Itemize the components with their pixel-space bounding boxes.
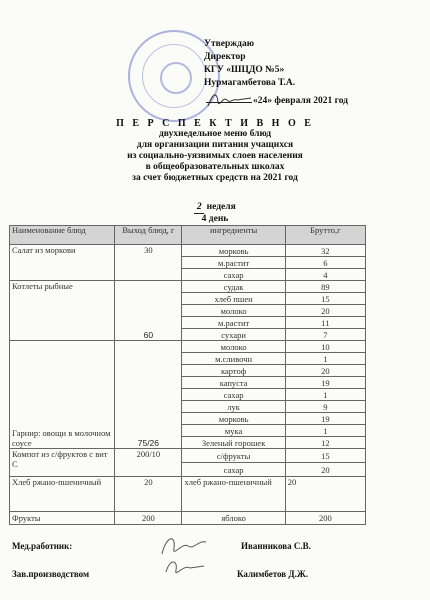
ingredient-name: молоко (182, 305, 285, 317)
table-row (10, 512, 366, 525)
ingredient-gross: 32 (285, 245, 365, 257)
table-row (10, 477, 366, 512)
subtitle-line: за счет бюджетных средств на 2021 год (132, 173, 298, 183)
approval-block (204, 38, 295, 90)
ingredient-name: морковь (182, 413, 285, 425)
dish-portion: 200 (115, 512, 182, 525)
dish-name: Фрукты (10, 512, 115, 525)
dish-portion: 200/10 (115, 449, 182, 477)
ingredient-gross: 15 (285, 449, 365, 463)
week-label: неделя (204, 202, 236, 212)
ingredient-name: Зеленый горошек (182, 437, 285, 449)
dish-name: Салат из моркови (10, 245, 115, 281)
approval-line: КГУ «ШЦДО №5» (204, 65, 285, 75)
ingredient-gross: 6 (285, 257, 365, 269)
ingredient-name: хлеб пшен (182, 293, 285, 305)
approval-line: Директор (204, 52, 246, 62)
ingredient-name: хлеб ржано-пшеничный (182, 477, 285, 512)
ingredient-name: молоко (182, 341, 285, 353)
ingredient-name: м.растит (182, 257, 285, 269)
ingredient-gross: 20 (285, 477, 365, 512)
dish-name: Гарнир: овощи в молочном соусе (10, 341, 115, 449)
ingredient-name: морковь (182, 245, 285, 257)
ingredient-name: с/фрукты (182, 449, 285, 463)
signature-blank (206, 102, 252, 103)
week-day-block (0, 202, 430, 225)
med-worker-name: Иванникова С.В. (241, 541, 311, 551)
column-header-gross: Брутто,г (285, 226, 365, 245)
ingredient-gross: 20 (285, 305, 365, 317)
ingredient-gross: 1 (285, 389, 365, 401)
ingredient-gross: 20 (285, 463, 365, 477)
table-header-row (10, 226, 366, 245)
ingredient-name: сахар (182, 389, 285, 401)
column-header-portion: Выход блюд, г (115, 226, 182, 245)
production-head-name: Калимбетов Д.Ж. (237, 569, 309, 579)
ingredient-name: судак (182, 281, 285, 293)
ingredient-gross: 200 (285, 512, 365, 525)
ingredient-name: яблоко (182, 512, 285, 525)
dish-portion: 60 (115, 281, 182, 341)
ingredient-gross: 11 (285, 317, 365, 329)
dish-name: Хлеб ржано-пшеничный (10, 477, 115, 512)
subtitle-line: в общеобразовательных школах (145, 162, 285, 172)
table-row (10, 245, 366, 257)
document-title: П Е Р С П Е К Т И В Н О Е (116, 118, 314, 129)
ingredient-name: сухари (182, 329, 285, 341)
column-header-dish: Наименование блюд (10, 226, 115, 245)
table-row (10, 341, 366, 353)
med-worker-label: Мед.работник: (12, 541, 73, 551)
approval-line: Утверждаю (204, 39, 254, 49)
production-head-label: Зав.производством (12, 569, 90, 579)
handwritten-signatures (152, 528, 212, 582)
state-emblem-icon (160, 62, 192, 94)
column-header-ingredients: ингредиенты (182, 226, 285, 245)
ingredient-name: м.сливочн (182, 353, 285, 365)
ingredient-gross: 20 (285, 365, 365, 377)
ingredient-gross: 4 (285, 269, 365, 281)
subtitle-line: двухнедельное меню блюд (158, 129, 272, 139)
table-row (10, 281, 366, 293)
ingredient-gross: 15 (285, 293, 365, 305)
ingredient-gross: 10 (285, 341, 365, 353)
ingredient-name: картоф (182, 365, 285, 377)
ingredient-name: мука (182, 425, 285, 437)
ingredient-name: лук (182, 401, 285, 413)
table-row (10, 449, 366, 463)
ingredient-gross: 89 (285, 281, 365, 293)
week-number: 2 (194, 202, 204, 214)
ingredient-name: сахар (182, 463, 285, 477)
ingredient-gross: 1 (285, 425, 365, 437)
dish-name: Компот из с/фруктов с вит С (10, 449, 115, 477)
dish-name: Котлеты рыбные (10, 281, 115, 341)
subtitle-line: из социально-уязвимых слоев населения (127, 151, 303, 161)
approval-line: Нурмагамбетова Т.А. (204, 78, 296, 88)
ingredient-gross: 19 (285, 377, 365, 389)
dish-portion: 75/26 (115, 341, 182, 449)
ingredient-gross: 19 (285, 413, 365, 425)
document-title-block (0, 118, 430, 184)
subtitle-line: для организации питания учащихся (136, 140, 294, 150)
ingredient-gross: 12 (285, 437, 365, 449)
ingredient-gross: 7 (285, 329, 365, 341)
day-label: 4 день (201, 214, 229, 224)
dish-portion: 30 (115, 245, 182, 281)
ingredient-gross: 9 (285, 401, 365, 413)
ingredient-name: м.растит (182, 317, 285, 329)
approval-date-line (206, 96, 348, 106)
menu-table (9, 225, 366, 525)
ingredient-name: капуста (182, 377, 285, 389)
approval-date: «24» февраля 2021 год (253, 96, 348, 106)
ingredient-name: сахар (182, 269, 285, 281)
dish-portion: 20 (115, 477, 182, 512)
ingredient-gross: 1 (285, 353, 365, 365)
